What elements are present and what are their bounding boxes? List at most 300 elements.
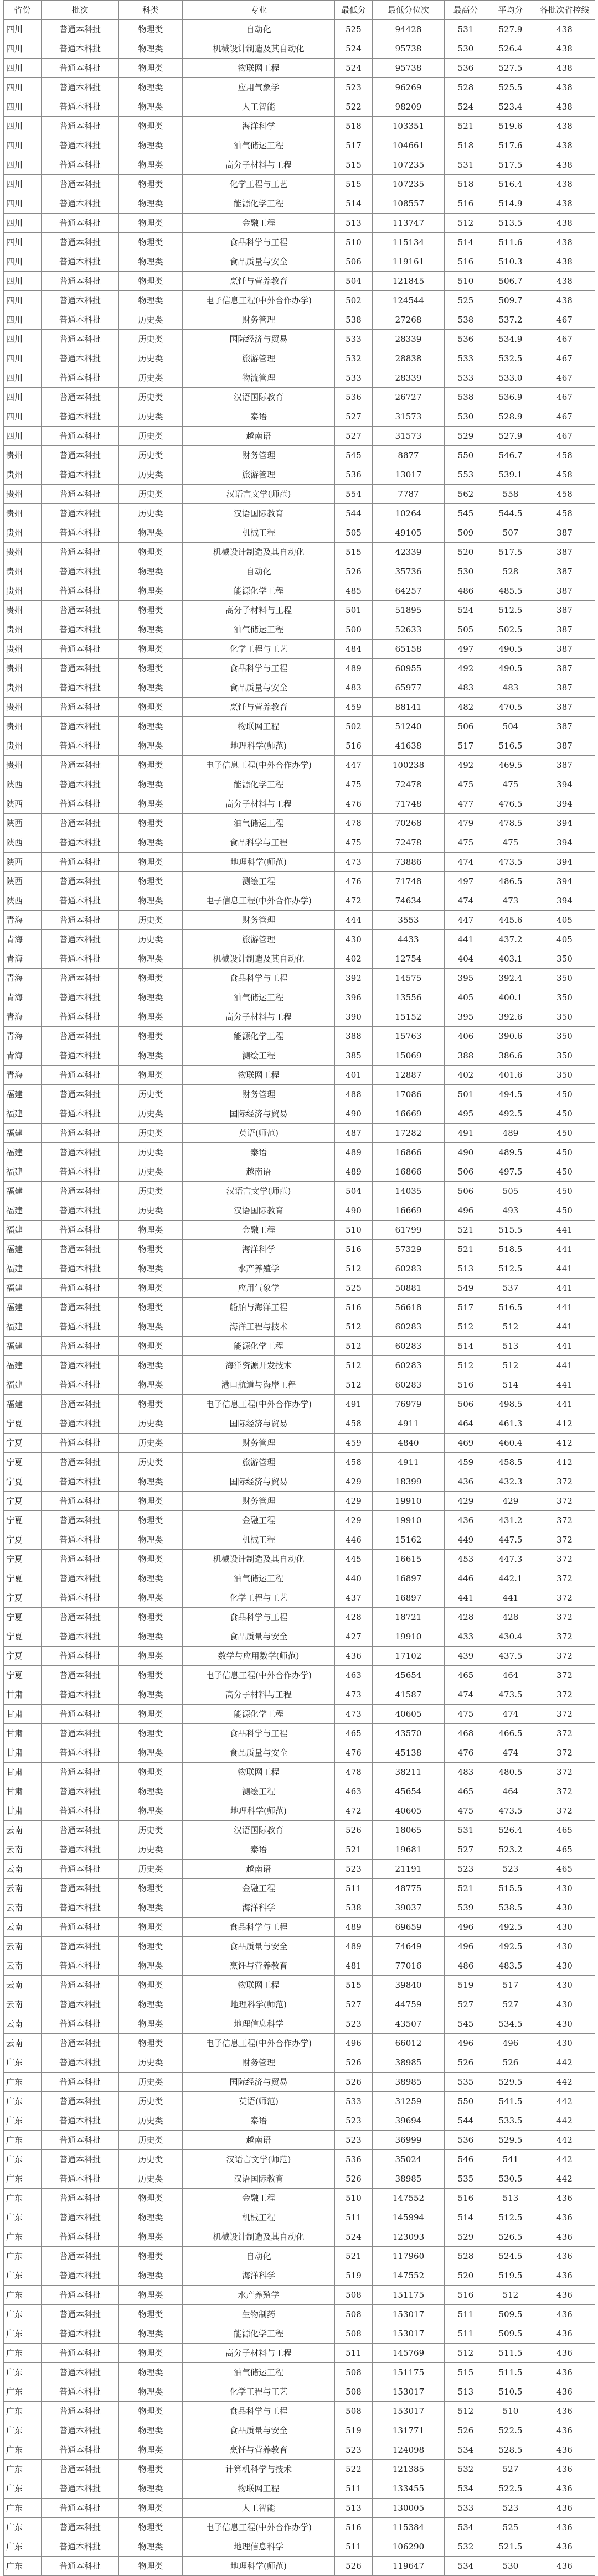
cell-min-rank: 153017 <box>373 2324 445 2344</box>
table-row <box>4 2305 595 2324</box>
cell-province: 福建 <box>4 1085 42 1104</box>
cell-province: 陕西 <box>4 775 42 794</box>
cell-min-rank: 115384 <box>373 2518 445 2537</box>
cell-province: 贵州 <box>4 659 42 678</box>
cell-subject-type: 历史类 <box>119 427 183 446</box>
cell-major: 财务管理 <box>183 1434 335 1453</box>
cell-major: 物联网工程 <box>183 1976 335 1995</box>
cell-max-score: 513 <box>445 2382 487 2402</box>
cell-batch: 普通本科批 <box>42 1414 119 1434</box>
cell-control-line: 436 <box>534 2537 595 2557</box>
table-row <box>4 388 595 407</box>
table-row <box>4 1124 595 1143</box>
cell-major: 港口航道与海岸工程 <box>183 1375 335 1395</box>
cell-batch: 普通本科批 <box>42 2382 119 2402</box>
admission-scores-table <box>3 0 595 2576</box>
cell-batch: 普通本科批 <box>42 1976 119 1995</box>
cell-max-score: 531 <box>445 1821 487 1840</box>
cell-min-rank: 119647 <box>373 2557 445 2576</box>
table-row <box>4 446 595 465</box>
cell-min-score: 554 <box>335 485 373 504</box>
cell-major: 汉语言文学(师范) <box>183 2150 335 2169</box>
table-row <box>4 1007 595 1027</box>
table-row <box>4 2150 595 2169</box>
cell-min-score: 523 <box>335 2440 373 2460</box>
cell-province: 青海 <box>4 949 42 969</box>
cell-avg-score: 511.6 <box>487 233 534 252</box>
cell-subject-type: 物理类 <box>119 291 183 310</box>
cell-control-line: 394 <box>534 853 595 872</box>
table-row <box>4 1375 595 1395</box>
cell-min-rank: 16897 <box>373 1569 445 1588</box>
cell-control-line: 438 <box>534 78 595 97</box>
cell-province: 贵州 <box>4 581 42 601</box>
cell-major: 财务管理 <box>183 1085 335 1104</box>
cell-province: 陕西 <box>4 794 42 814</box>
cell-max-score: 516 <box>445 252 487 272</box>
cell-min-score: 516 <box>335 736 373 756</box>
cell-subject-type: 物理类 <box>119 2382 183 2402</box>
cell-major: 地理科学(师范) <box>183 853 335 872</box>
cell-min-rank: 153017 <box>373 2382 445 2402</box>
cell-major: 泰语 <box>183 1143 335 1162</box>
table-row <box>4 1840 595 1860</box>
cell-province: 福建 <box>4 1279 42 1298</box>
cell-control-line: 394 <box>534 872 595 891</box>
table-row <box>4 2092 595 2111</box>
cell-min-rank: 104661 <box>373 136 445 155</box>
cell-avg-score: 496 <box>487 2034 534 2053</box>
cell-province: 贵州 <box>4 465 42 485</box>
cell-control-line: 372 <box>534 1685 595 1705</box>
table-row <box>4 1588 595 1608</box>
cell-min-score: 427 <box>335 1627 373 1647</box>
cell-control-line: 441 <box>534 1317 595 1337</box>
cell-min-rank: 72478 <box>373 775 445 794</box>
cell-major: 自动化 <box>183 20 335 39</box>
cell-batch: 普通本科批 <box>42 2169 119 2189</box>
cell-max-score: 439 <box>445 1647 487 1666</box>
cell-province: 四川 <box>4 155 42 175</box>
cell-min-score: 533 <box>335 368 373 388</box>
table-row <box>4 2053 595 2073</box>
cell-control-line: 372 <box>534 1782 595 1801</box>
cell-control-line: 458 <box>534 465 595 485</box>
cell-avg-score: 441 <box>487 1588 534 1608</box>
cell-major: 油气储运工程 <box>183 814 335 833</box>
table-row <box>4 814 595 833</box>
cell-min-rank: 43507 <box>373 2014 445 2034</box>
cell-major: 高分子材料与工程 <box>183 155 335 175</box>
cell-province: 贵州 <box>4 485 42 504</box>
cell-province: 四川 <box>4 194 42 214</box>
cell-province: 广东 <box>4 2286 42 2305</box>
cell-min-score: 429 <box>335 1472 373 1492</box>
cell-min-rank: 41638 <box>373 736 445 756</box>
cell-control-line: 430 <box>534 2034 595 2053</box>
cell-batch: 普通本科批 <box>42 330 119 349</box>
cell-major: 机械设计制造及其自动化 <box>183 2227 335 2247</box>
cell-province: 广东 <box>4 2537 42 2557</box>
cell-min-score: 515 <box>335 155 373 175</box>
cell-max-score: 479 <box>445 814 487 833</box>
cell-batch: 普通本科批 <box>42 1821 119 1840</box>
cell-avg-score: 534.5 <box>487 2014 534 2034</box>
cell-control-line: 458 <box>534 504 595 523</box>
cell-subject-type: 物理类 <box>119 601 183 620</box>
cell-province: 陕西 <box>4 833 42 853</box>
cell-subject-type: 物理类 <box>119 1976 183 1995</box>
cell-min-score: 390 <box>335 1007 373 1027</box>
cell-batch: 普通本科批 <box>42 252 119 272</box>
cell-max-score: 465 <box>445 1666 487 1685</box>
cell-batch: 普通本科批 <box>42 1763 119 1782</box>
cell-max-score: 544 <box>445 2111 487 2131</box>
cell-subject-type: 物理类 <box>119 698 183 717</box>
cell-avg-score: 527.5 <box>487 59 534 78</box>
cell-subject-type: 物理类 <box>119 891 183 911</box>
cell-batch: 普通本科批 <box>42 794 119 814</box>
cell-control-line: 450 <box>534 1143 595 1162</box>
cell-min-rank: 38985 <box>373 2053 445 2073</box>
cell-major: 食品科学与工程 <box>183 969 335 988</box>
cell-min-rank: 12887 <box>373 1066 445 1085</box>
cell-min-score: 487 <box>335 1124 373 1143</box>
cell-batch: 普通本科批 <box>42 2518 119 2537</box>
cell-max-score: 496 <box>445 1937 487 1956</box>
cell-major: 汉语国际教育 <box>183 1201 335 1221</box>
cell-subject-type: 物理类 <box>119 2499 183 2518</box>
header-max-score: 最高分 <box>445 1 487 20</box>
cell-major: 水产养殖学 <box>183 2286 335 2305</box>
cell-control-line: 372 <box>534 1724 595 1743</box>
table-row <box>4 1763 595 1782</box>
table-row <box>4 1162 595 1182</box>
cell-batch: 普通本科批 <box>42 1724 119 1743</box>
cell-subject-type: 物理类 <box>119 1782 183 1801</box>
cell-control-line: 387 <box>534 756 595 775</box>
cell-major: 金融工程 <box>183 1511 335 1530</box>
header-control-line: 各批次省控线 <box>534 1 595 20</box>
table-row <box>4 1453 595 1472</box>
cell-major: 机械设计制造及其自动化 <box>183 949 335 969</box>
cell-batch: 普通本科批 <box>42 1782 119 1801</box>
cell-subject-type: 物理类 <box>119 1317 183 1337</box>
cell-province: 福建 <box>4 1240 42 1259</box>
cell-batch: 普通本科批 <box>42 543 119 562</box>
cell-control-line: 372 <box>534 1627 595 1647</box>
cell-subject-type: 物理类 <box>119 640 183 659</box>
table-row <box>4 233 595 252</box>
cell-batch: 普通本科批 <box>42 1395 119 1414</box>
cell-province: 云南 <box>4 1976 42 1995</box>
cell-control-line: 450 <box>534 1085 595 1104</box>
cell-subject-type: 物理类 <box>119 2286 183 2305</box>
cell-min-score: 538 <box>335 1898 373 1918</box>
table-row <box>4 1918 595 1937</box>
cell-max-score: 534 <box>445 2440 487 2460</box>
cell-max-score: 521 <box>445 117 487 136</box>
cell-province: 广东 <box>4 2305 42 2324</box>
cell-province: 青海 <box>4 1066 42 1085</box>
cell-avg-score: 533.5 <box>487 2111 534 2131</box>
table-row <box>4 97 595 117</box>
cell-batch: 普通本科批 <box>42 2499 119 2518</box>
cell-min-score: 510 <box>335 233 373 252</box>
cell-major: 财务管理 <box>183 1492 335 1511</box>
cell-major: 机械工程 <box>183 1530 335 1550</box>
header-province: 省份 <box>4 1 42 20</box>
cell-batch: 普通本科批 <box>42 736 119 756</box>
cell-min-rank: 60283 <box>373 1317 445 1337</box>
cell-subject-type: 历史类 <box>119 368 183 388</box>
cell-subject-type: 历史类 <box>119 310 183 330</box>
cell-province: 青海 <box>4 1007 42 1027</box>
cell-major: 物流管理 <box>183 368 335 388</box>
cell-min-rank: 18721 <box>373 1608 445 1627</box>
cell-max-score: 510 <box>445 272 487 291</box>
cell-major: 海洋科学 <box>183 1240 335 1259</box>
cell-min-score: 512 <box>335 1356 373 1375</box>
cell-subject-type: 历史类 <box>119 1453 183 1472</box>
cell-min-rank: 17086 <box>373 1085 445 1104</box>
cell-batch: 普通本科批 <box>42 2053 119 2073</box>
cell-min-rank: 14035 <box>373 1182 445 1201</box>
cell-batch: 普通本科批 <box>42 485 119 504</box>
cell-major: 化学工程与工艺 <box>183 2382 335 2402</box>
cell-subject-type: 物理类 <box>119 175 183 194</box>
cell-province: 宁夏 <box>4 1472 42 1492</box>
cell-avg-score: 489.5 <box>487 1143 534 1162</box>
table-row <box>4 2440 595 2460</box>
table-row <box>4 1666 595 1685</box>
cell-major: 食品质量与安全 <box>183 1743 335 1763</box>
cell-subject-type: 物理类 <box>119 949 183 969</box>
cell-batch: 普通本科批 <box>42 949 119 969</box>
cell-max-score: 527 <box>445 1840 487 1860</box>
cell-province: 广东 <box>4 2557 42 2576</box>
cell-subject-type: 物理类 <box>119 1337 183 1356</box>
cell-min-rank: 28339 <box>373 330 445 349</box>
cell-province: 宁夏 <box>4 1569 42 1588</box>
cell-min-score: 489 <box>335 1918 373 1937</box>
table-row <box>4 2344 595 2363</box>
cell-avg-score: 489 <box>487 1124 534 1143</box>
cell-subject-type: 物理类 <box>119 853 183 872</box>
cell-control-line: 441 <box>534 1298 595 1317</box>
cell-min-score: 522 <box>335 97 373 117</box>
cell-province: 贵州 <box>4 678 42 698</box>
table-row <box>4 1240 595 1259</box>
cell-batch: 普通本科批 <box>42 1434 119 1453</box>
cell-max-score: 490 <box>445 1143 487 1162</box>
cell-control-line: 372 <box>534 1608 595 1627</box>
table-row <box>4 252 595 272</box>
cell-min-rank: 17282 <box>373 1124 445 1143</box>
cell-batch: 普通本科批 <box>42 1627 119 1647</box>
cell-max-score: 474 <box>445 891 487 911</box>
cell-control-line: 441 <box>534 1337 595 1356</box>
cell-min-rank: 94428 <box>373 20 445 39</box>
table-row <box>4 2499 595 2518</box>
cell-min-rank: 15763 <box>373 1027 445 1046</box>
cell-province: 宁夏 <box>4 1414 42 1434</box>
cell-control-line: 441 <box>534 1356 595 1375</box>
table-row <box>4 1414 595 1434</box>
cell-min-score: 506 <box>335 252 373 272</box>
cell-avg-score: 521.5 <box>487 2537 534 2557</box>
cell-subject-type: 历史类 <box>119 1162 183 1182</box>
cell-avg-score: 558 <box>487 485 534 504</box>
cell-batch: 普通本科批 <box>42 214 119 233</box>
cell-max-score: 433 <box>445 1627 487 1647</box>
cell-max-score: 496 <box>445 1918 487 1937</box>
cell-province: 宁夏 <box>4 1550 42 1569</box>
cell-major: 食品科学与工程 <box>183 1918 335 1937</box>
cell-subject-type: 历史类 <box>119 930 183 949</box>
cell-max-score: 533 <box>445 349 487 368</box>
table-row <box>4 678 595 698</box>
cell-major: 英语(师范) <box>183 2092 335 2111</box>
table-row <box>4 1337 595 1356</box>
cell-province: 甘肃 <box>4 1801 42 1821</box>
cell-min-score: 459 <box>335 1434 373 1453</box>
cell-province: 陕西 <box>4 872 42 891</box>
cell-min-score: 516 <box>335 1240 373 1259</box>
cell-province: 广东 <box>4 2324 42 2344</box>
cell-province: 宁夏 <box>4 1627 42 1647</box>
cell-max-score: 482 <box>445 698 487 717</box>
cell-min-score: 429 <box>335 1492 373 1511</box>
cell-control-line: 436 <box>534 2344 595 2363</box>
table-row <box>4 1492 595 1511</box>
table-row <box>4 368 595 388</box>
cell-batch: 普通本科批 <box>42 640 119 659</box>
cell-min-score: 525 <box>335 20 373 39</box>
cell-batch: 普通本科批 <box>42 233 119 252</box>
cell-subject-type: 物理类 <box>119 1801 183 1821</box>
cell-major: 能源化学工程 <box>183 1027 335 1046</box>
table-row <box>4 1356 595 1375</box>
cell-batch: 普通本科批 <box>42 2131 119 2150</box>
cell-max-score: 477 <box>445 794 487 814</box>
cell-control-line: 436 <box>534 2460 595 2479</box>
cell-control-line: 438 <box>534 233 595 252</box>
cell-province: 贵州 <box>4 543 42 562</box>
cell-batch: 普通本科批 <box>42 39 119 59</box>
cell-min-rank: 43570 <box>373 1724 445 1743</box>
cell-major: 越南语 <box>183 427 335 446</box>
cell-max-score: 534 <box>445 2518 487 2537</box>
cell-major: 机械设计制造及其自动化 <box>183 39 335 59</box>
cell-subject-type: 物理类 <box>119 794 183 814</box>
cell-batch: 普通本科批 <box>42 756 119 775</box>
cell-min-rank: 133455 <box>373 2479 445 2499</box>
cell-avg-score: 485.5 <box>487 581 534 601</box>
table-body <box>4 20 595 2576</box>
cell-min-score: 518 <box>335 117 373 136</box>
table-row <box>4 504 595 523</box>
cell-subject-type: 物理类 <box>119 543 183 562</box>
cell-avg-score: 447.3 <box>487 1550 534 1569</box>
cell-province: 贵州 <box>4 601 42 620</box>
cell-min-score: 392 <box>335 969 373 988</box>
cell-batch: 普通本科批 <box>42 1124 119 1143</box>
cell-batch: 普通本科批 <box>42 1530 119 1550</box>
cell-max-score: 545 <box>445 2014 487 2034</box>
cell-min-score: 463 <box>335 1782 373 1801</box>
cell-major: 人工智能 <box>183 97 335 117</box>
cell-avg-score: 483.5 <box>487 1956 534 1976</box>
cell-major: 油气储运工程 <box>183 2363 335 2382</box>
cell-max-score: 531 <box>445 20 487 39</box>
cell-avg-score: 519.6 <box>487 117 534 136</box>
cell-province: 四川 <box>4 368 42 388</box>
cell-max-score: 516 <box>445 2189 487 2208</box>
cell-province: 四川 <box>4 78 42 97</box>
cell-major: 食品科学与工程 <box>183 1724 335 1743</box>
cell-subject-type: 物理类 <box>119 1356 183 1375</box>
cell-control-line: 450 <box>534 1162 595 1182</box>
cell-province: 福建 <box>4 1221 42 1240</box>
table-row <box>4 1995 595 2014</box>
table-row <box>4 1221 595 1240</box>
table-row <box>4 949 595 969</box>
cell-major: 自动化 <box>183 2247 335 2266</box>
cell-avg-score: 469.5 <box>487 756 534 775</box>
cell-control-line: 436 <box>534 2421 595 2440</box>
cell-batch: 普通本科批 <box>42 1588 119 1608</box>
table-row <box>4 465 595 485</box>
cell-min-rank: 51895 <box>373 601 445 620</box>
cell-avg-score: 392.4 <box>487 969 534 988</box>
cell-avg-score: 530 <box>487 2557 534 2576</box>
cell-min-rank: 115134 <box>373 233 445 252</box>
cell-major: 能源化学工程 <box>183 2324 335 2344</box>
cell-max-score: 512 <box>445 1317 487 1337</box>
cell-control-line: 441 <box>534 1240 595 1259</box>
cell-min-rank: 39037 <box>373 1898 445 1918</box>
cell-min-score: 526 <box>335 1821 373 1840</box>
cell-province: 四川 <box>4 407 42 427</box>
table-row <box>4 911 595 930</box>
cell-max-score: 395 <box>445 1007 487 1027</box>
cell-avg-score: 497.5 <box>487 1162 534 1182</box>
cell-batch: 普通本科批 <box>42 349 119 368</box>
table-row <box>4 272 595 291</box>
cell-subject-type: 历史类 <box>119 1104 183 1124</box>
cell-max-score: 405 <box>445 988 487 1007</box>
cell-batch: 普通本科批 <box>42 427 119 446</box>
cell-batch: 普通本科批 <box>42 1453 119 1472</box>
cell-province: 广东 <box>4 2227 42 2247</box>
cell-batch: 普通本科批 <box>42 2266 119 2286</box>
table-row <box>4 1647 595 1666</box>
cell-min-rank: 71748 <box>373 872 445 891</box>
cell-avg-score: 527 <box>487 1995 534 2014</box>
cell-province: 云南 <box>4 1840 42 1860</box>
cell-avg-score: 478.5 <box>487 814 534 833</box>
cell-subject-type: 物理类 <box>119 233 183 252</box>
cell-subject-type: 物理类 <box>119 1608 183 1627</box>
cell-min-score: 478 <box>335 1763 373 1782</box>
cell-max-score: 465 <box>445 1782 487 1801</box>
cell-batch: 普通本科批 <box>42 717 119 736</box>
cell-min-rank: 113747 <box>373 214 445 233</box>
cell-min-rank: 40605 <box>373 1705 445 1724</box>
cell-subject-type: 物理类 <box>119 988 183 1007</box>
cell-min-score: 508 <box>335 2363 373 2382</box>
